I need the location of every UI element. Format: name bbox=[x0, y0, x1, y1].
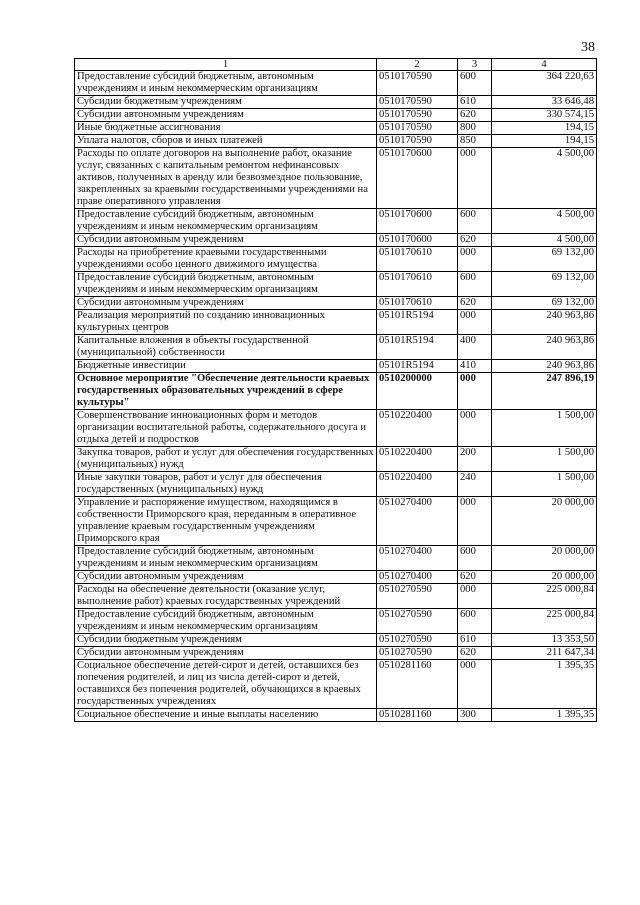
table-row bbox=[75, 135, 597, 148]
row-code-cell: 0510281160 bbox=[377, 709, 458, 722]
row-name-cell: Субсидии автономным учреждениям bbox=[75, 647, 377, 660]
row-amount-cell: 20 000,00 bbox=[492, 497, 597, 546]
table-row bbox=[75, 497, 597, 546]
row-code-cell: 0510220400 bbox=[377, 472, 458, 497]
row-vr-cell: 600 bbox=[458, 272, 492, 297]
row-amount-cell: 1 395,35 bbox=[492, 660, 597, 709]
row-amount-cell: 20 000,00 bbox=[492, 571, 597, 584]
column-header: 1 bbox=[75, 59, 377, 71]
row-name-cell: Предоставление субсидий бюджетным, автономным учреждениям и иным некоммерческим организациям bbox=[75, 609, 377, 634]
row-code-cell: 0510170590 bbox=[377, 109, 458, 122]
row-vr-cell: 600 bbox=[458, 609, 492, 634]
row-amount-cell: 4 500,00 bbox=[492, 209, 597, 234]
row-code-cell: 0510220400 bbox=[377, 447, 458, 472]
row-name-cell: Субсидии автономным учреждениям bbox=[75, 297, 377, 310]
row-amount-cell: 20 000,00 bbox=[492, 546, 597, 571]
row-amount-cell: 225 000,84 bbox=[492, 609, 597, 634]
row-amount-cell: 4 500,00 bbox=[492, 234, 597, 247]
row-name-cell: Расходы по оплате договоров на выполнение работ, оказание услуг, связанных с капитальным ремонтом нефинансовых активов, полученных в аренду или безвозмездное пользование, закрепленных за краевыми государственными учреждениями на праве оперативного управления bbox=[75, 148, 377, 209]
table-row bbox=[75, 209, 597, 234]
row-vr-cell: 000 bbox=[458, 247, 492, 272]
row-amount-cell: 364 220,63 bbox=[492, 71, 597, 96]
row-vr-cell: 240 bbox=[458, 472, 492, 497]
row-amount-cell: 240 963,86 bbox=[492, 335, 597, 360]
row-vr-cell: 000 bbox=[458, 584, 492, 609]
column-header: 3 bbox=[458, 59, 492, 71]
row-vr-cell: 620 bbox=[458, 647, 492, 660]
row-code-cell: 0510270590 bbox=[377, 647, 458, 660]
row-name-cell: Капитальные вложения в объекты государственной (муниципальной) собственности bbox=[75, 335, 377, 360]
row-code-cell: 05101R5194 bbox=[377, 335, 458, 360]
table-row bbox=[75, 373, 597, 410]
row-code-cell: 0510170610 bbox=[377, 297, 458, 310]
row-code-cell: 0510170610 bbox=[377, 247, 458, 272]
row-amount-cell: 211 647,34 bbox=[492, 647, 597, 660]
row-vr-cell: 200 bbox=[458, 447, 492, 472]
row-amount-cell: 69 132,00 bbox=[492, 247, 597, 272]
row-amount-cell: 240 963,86 bbox=[492, 310, 597, 335]
row-code-cell: 0510170590 bbox=[377, 122, 458, 135]
row-vr-cell: 300 bbox=[458, 709, 492, 722]
row-name-cell: Уплата налогов, сборов и иных платежей bbox=[75, 135, 377, 148]
table-row bbox=[75, 660, 597, 709]
row-code-cell: 0510270590 bbox=[377, 634, 458, 647]
row-amount-cell: 240 963,86 bbox=[492, 360, 597, 373]
row-vr-cell: 620 bbox=[458, 297, 492, 310]
row-amount-cell: 247 896,19 bbox=[492, 373, 597, 410]
page-number: 38 bbox=[581, 40, 595, 55]
row-code-cell: 0510281160 bbox=[377, 660, 458, 709]
row-code-cell: 0510270400 bbox=[377, 497, 458, 546]
row-vr-cell: 620 bbox=[458, 571, 492, 584]
table-row bbox=[75, 247, 597, 272]
row-name-cell: Совершенствование инновационных форм и методов организации воспитательной работы, содержательного досуга и отдыха детей и подростков bbox=[75, 410, 377, 447]
table-row bbox=[75, 546, 597, 571]
row-name-cell: Закупка товаров, работ и услуг для обеспечения государственных (муниципальных) нужд bbox=[75, 447, 377, 472]
row-code-cell: 0510270590 bbox=[377, 609, 458, 634]
row-vr-cell: 600 bbox=[458, 71, 492, 96]
table-row bbox=[75, 71, 597, 96]
row-vr-cell: 000 bbox=[458, 148, 492, 209]
row-vr-cell: 620 bbox=[458, 234, 492, 247]
row-vr-cell: 600 bbox=[458, 209, 492, 234]
row-code-cell: 0510170600 bbox=[377, 209, 458, 234]
row-amount-cell: 1 395,35 bbox=[492, 709, 597, 722]
table-row bbox=[75, 609, 597, 634]
table-row bbox=[75, 234, 597, 247]
budget-table bbox=[74, 58, 597, 722]
row-code-cell: 0510270400 bbox=[377, 571, 458, 584]
column-header: 2 bbox=[377, 59, 458, 71]
row-name-cell: Субсидии автономным учреждениям bbox=[75, 234, 377, 247]
table-row bbox=[75, 360, 597, 373]
row-vr-cell: 000 bbox=[458, 497, 492, 546]
table-row bbox=[75, 122, 597, 135]
table-row bbox=[75, 647, 597, 660]
table-row bbox=[75, 472, 597, 497]
row-name-cell: Предоставление субсидий бюджетным, автономным учреждениям и иным некоммерческим организациям bbox=[75, 546, 377, 571]
row-amount-cell: 4 500,00 bbox=[492, 148, 597, 209]
row-name-cell: Реализация мероприятий по созданию инновационных культурных центров bbox=[75, 310, 377, 335]
row-name-cell: Управление и распоряжение имуществом, находящимся в собственности Приморского края, переданным в оперативное управление краевым государственным учреждениям Приморского края bbox=[75, 497, 377, 546]
row-amount-cell: 1 500,00 bbox=[492, 447, 597, 472]
table-row bbox=[75, 709, 597, 722]
table-row bbox=[75, 272, 597, 297]
row-code-cell: 0510220400 bbox=[377, 410, 458, 447]
row-code-cell: 0510170590 bbox=[377, 71, 458, 96]
table-row bbox=[75, 297, 597, 310]
row-vr-cell: 000 bbox=[458, 310, 492, 335]
row-name-cell: Субсидии автономным учреждениям bbox=[75, 571, 377, 584]
row-name-cell: Расходы на приобретение краевыми государственными учреждениями особо ценного движимого имущества bbox=[75, 247, 377, 272]
table-row bbox=[75, 634, 597, 647]
row-name-cell: Предоставление субсидий бюджетным, автономным учреждениям и иным некоммерческим организациям bbox=[75, 272, 377, 297]
table-header-row bbox=[75, 59, 597, 71]
row-vr-cell: 400 bbox=[458, 335, 492, 360]
table-row bbox=[75, 571, 597, 584]
row-name-cell: Субсидии бюджетным учреждениям bbox=[75, 634, 377, 647]
row-vr-cell: 610 bbox=[458, 96, 492, 109]
row-name-cell: Предоставление субсидий бюджетным, автономным учреждениям и иным некоммерческим организациям bbox=[75, 71, 377, 96]
row-vr-cell: 000 bbox=[458, 660, 492, 709]
row-code-cell: 0510170600 bbox=[377, 234, 458, 247]
table-row bbox=[75, 584, 597, 609]
row-vr-cell: 000 bbox=[458, 373, 492, 410]
row-vr-cell: 850 bbox=[458, 135, 492, 148]
row-amount-cell: 1 500,00 bbox=[492, 410, 597, 447]
row-vr-cell: 620 bbox=[458, 109, 492, 122]
row-code-cell: 0510170590 bbox=[377, 135, 458, 148]
row-amount-cell: 225 000,84 bbox=[492, 584, 597, 609]
row-code-cell: 0510170610 bbox=[377, 272, 458, 297]
row-name-cell: Субсидии бюджетным учреждениям bbox=[75, 96, 377, 109]
row-name-cell: Предоставление субсидий бюджетным, автономным учреждениям и иным некоммерческим организациям bbox=[75, 209, 377, 234]
table-row bbox=[75, 447, 597, 472]
row-amount-cell: 1 500,00 bbox=[492, 472, 597, 497]
row-code-cell: 0510170600 bbox=[377, 148, 458, 209]
row-amount-cell: 194,15 bbox=[492, 122, 597, 135]
table-row bbox=[75, 335, 597, 360]
row-name-cell: Социальное обеспечение детей-сирот и детей, оставшихся без попечения родителей, и лиц из числа детей-сирот и детей, оставшихся без попечения родителей, обучающихся в краевых государственных учреждениях bbox=[75, 660, 377, 709]
row-code-cell: 05101R5194 bbox=[377, 360, 458, 373]
row-name-cell: Иные закупки товаров, работ и услуг для обеспечения государственных (муниципальных) нужд bbox=[75, 472, 377, 497]
table-row bbox=[75, 109, 597, 122]
row-code-cell: 0510270590 bbox=[377, 584, 458, 609]
row-vr-cell: 800 bbox=[458, 122, 492, 135]
row-vr-cell: 000 bbox=[458, 410, 492, 447]
row-name-cell: Социальное обеспечение и иные выплаты населению bbox=[75, 709, 377, 722]
row-vr-cell: 410 bbox=[458, 360, 492, 373]
row-amount-cell: 69 132,00 bbox=[492, 272, 597, 297]
table-row bbox=[75, 310, 597, 335]
row-name-cell: Основное мероприятие "Обеспечение деятельности краевых государственных образовательных учреждений в сфере культуры" bbox=[75, 373, 377, 410]
row-code-cell: 0510270400 bbox=[377, 546, 458, 571]
row-name-cell: Субсидии автономным учреждениям bbox=[75, 109, 377, 122]
row-amount-cell: 13 353,50 bbox=[492, 634, 597, 647]
table-row bbox=[75, 96, 597, 109]
row-code-cell: 0510200000 bbox=[377, 373, 458, 410]
row-amount-cell: 69 132,00 bbox=[492, 297, 597, 310]
row-code-cell: 0510170590 bbox=[377, 96, 458, 109]
row-amount-cell: 194,15 bbox=[492, 135, 597, 148]
table-row bbox=[75, 148, 597, 209]
row-name-cell: Иные бюджетные ассигнования bbox=[75, 122, 377, 135]
table-row bbox=[75, 410, 597, 447]
row-amount-cell: 330 574,15 bbox=[492, 109, 597, 122]
row-vr-cell: 600 bbox=[458, 546, 492, 571]
column-header: 4 bbox=[492, 59, 597, 71]
row-amount-cell: 33 646,48 bbox=[492, 96, 597, 109]
row-name-cell: Расходы на обеспечение деятельности (оказание услуг, выполнение работ) краевых государственных учреждений bbox=[75, 584, 377, 609]
row-name-cell: Бюджетные инвестиции bbox=[75, 360, 377, 373]
row-vr-cell: 610 bbox=[458, 634, 492, 647]
row-code-cell: 05101R5194 bbox=[377, 310, 458, 335]
